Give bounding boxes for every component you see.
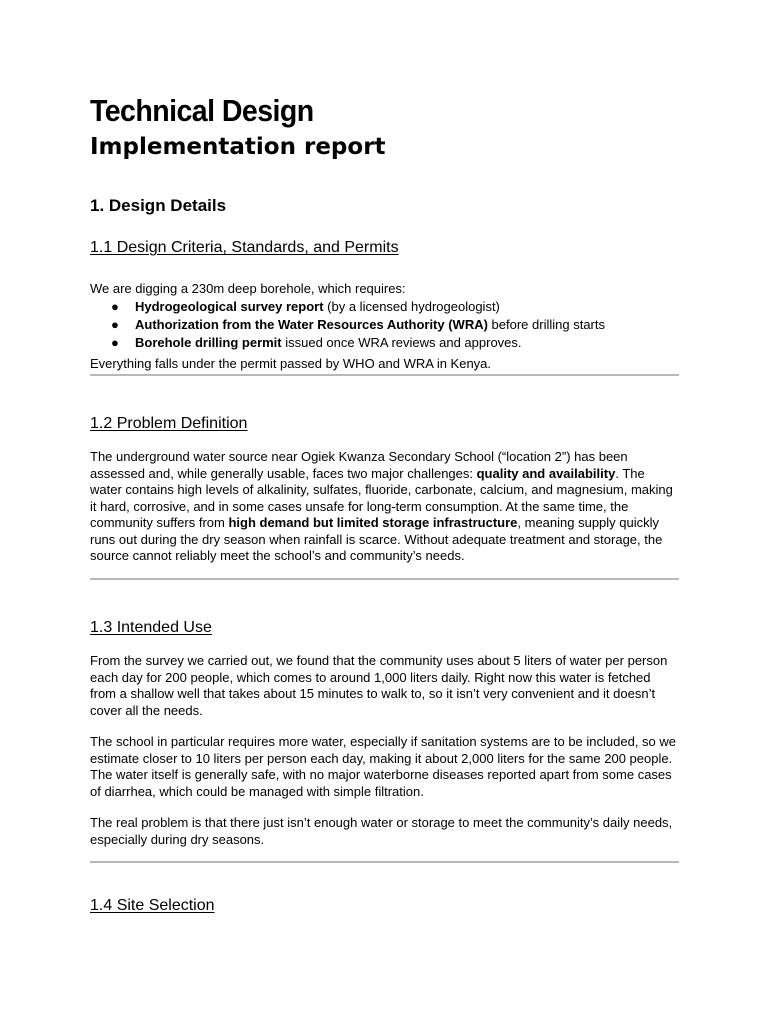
section-heading-design-criteria: 1.1 Design Criteria, Standards, and Permits	[90, 239, 399, 256]
section-heading-intended-use: 1.3 Intended Use	[90, 619, 212, 636]
section-divider	[90, 374, 679, 376]
intended-use-paragraph-2: The school in particular requires more water, especially if sanitation systems are to be included, so we estimate closer to 10 liters per person each day, making it about 2,000 liters for the same 200 people. The water itself is generally safe, with no major waterborne diseases reported apart from some cases of diarrhea, which could be managed with simple filtration.	[90, 734, 677, 799]
intended-use-paragraph-1: From the survey we carried out, we found that the community uses about 5 liters of water per person each day for 200 people, which comes to around 1,000 liters daily. Right now this water is fetched from a shallow well that takes about 15 minutes to walk to, so it isn’t very convenient and it doesn’t cover all the needs.	[90, 653, 668, 718]
section-heading-site-selection: 1.4 Site Selection	[90, 897, 215, 914]
section-heading-problem-definition: 1.2 Problem Definition	[90, 415, 248, 432]
list-item-text: issued once WRA reviews and approves.	[281, 335, 522, 350]
list-item-bold: Authorization from the Water Resources Authority (WRA)	[135, 317, 488, 332]
problem-definition-paragraph	[90, 449, 679, 565]
bullet-icon: ●	[111, 317, 119, 332]
intended-use-paragraph-3: The real problem is that there just isn’t enough water or storage to meet the community’s daily needs, especially during dry seasons.	[90, 815, 673, 847]
design-criteria-closing: Everything falls under the permit passed by WHO and WRA in Kenya.	[90, 356, 492, 371]
problem-highlight-2: high demand but limited storage infrastructure	[228, 515, 518, 530]
list-item-bold: Hydrogeological survey report	[135, 299, 324, 314]
problem-text-2: . The water contains high levels of alkalinity, sulfates, fluoride, carbonate, calcium, and magnesium, making it hard, corrosive, and in some cases unsafe for long-term consumption. At the same time, the community suffers from	[90, 465, 673, 530]
permit-requirements-list	[90, 298, 605, 352]
list-item	[90, 334, 605, 352]
document-subtitle: Implementation report	[90, 134, 386, 160]
problem-text-3: , meaning supply quickly runs out during the dry season when rainfall is scarce. Without adequate treatment and storage, the source cannot reliably meet the school’s and community’s needs.	[90, 515, 663, 563]
list-item-bold: Borehole drilling permit	[135, 335, 282, 350]
section-heading-design-details: 1. Design Details	[90, 196, 227, 215]
problem-highlight-1: quality and availability	[476, 465, 616, 481]
list-item	[90, 316, 605, 334]
section-divider	[90, 861, 679, 863]
list-item-text: (by a licensed hydrogeologist)	[323, 299, 500, 314]
bullet-icon: ●	[111, 299, 119, 314]
list-item-text: before drilling starts	[487, 317, 605, 332]
section-divider	[90, 578, 679, 580]
document-title: Technical Design	[90, 93, 314, 128]
design-criteria-intro: We are digging a 230m deep borehole, which requires:	[90, 281, 406, 296]
bullet-icon: ●	[111, 335, 119, 350]
problem-text-1: The underground water source near Ogiek Kwanza Secondary School (“location 2”) has been assessed and, while generally usable, faces two major challenges:	[90, 449, 628, 481]
list-item	[90, 298, 605, 316]
